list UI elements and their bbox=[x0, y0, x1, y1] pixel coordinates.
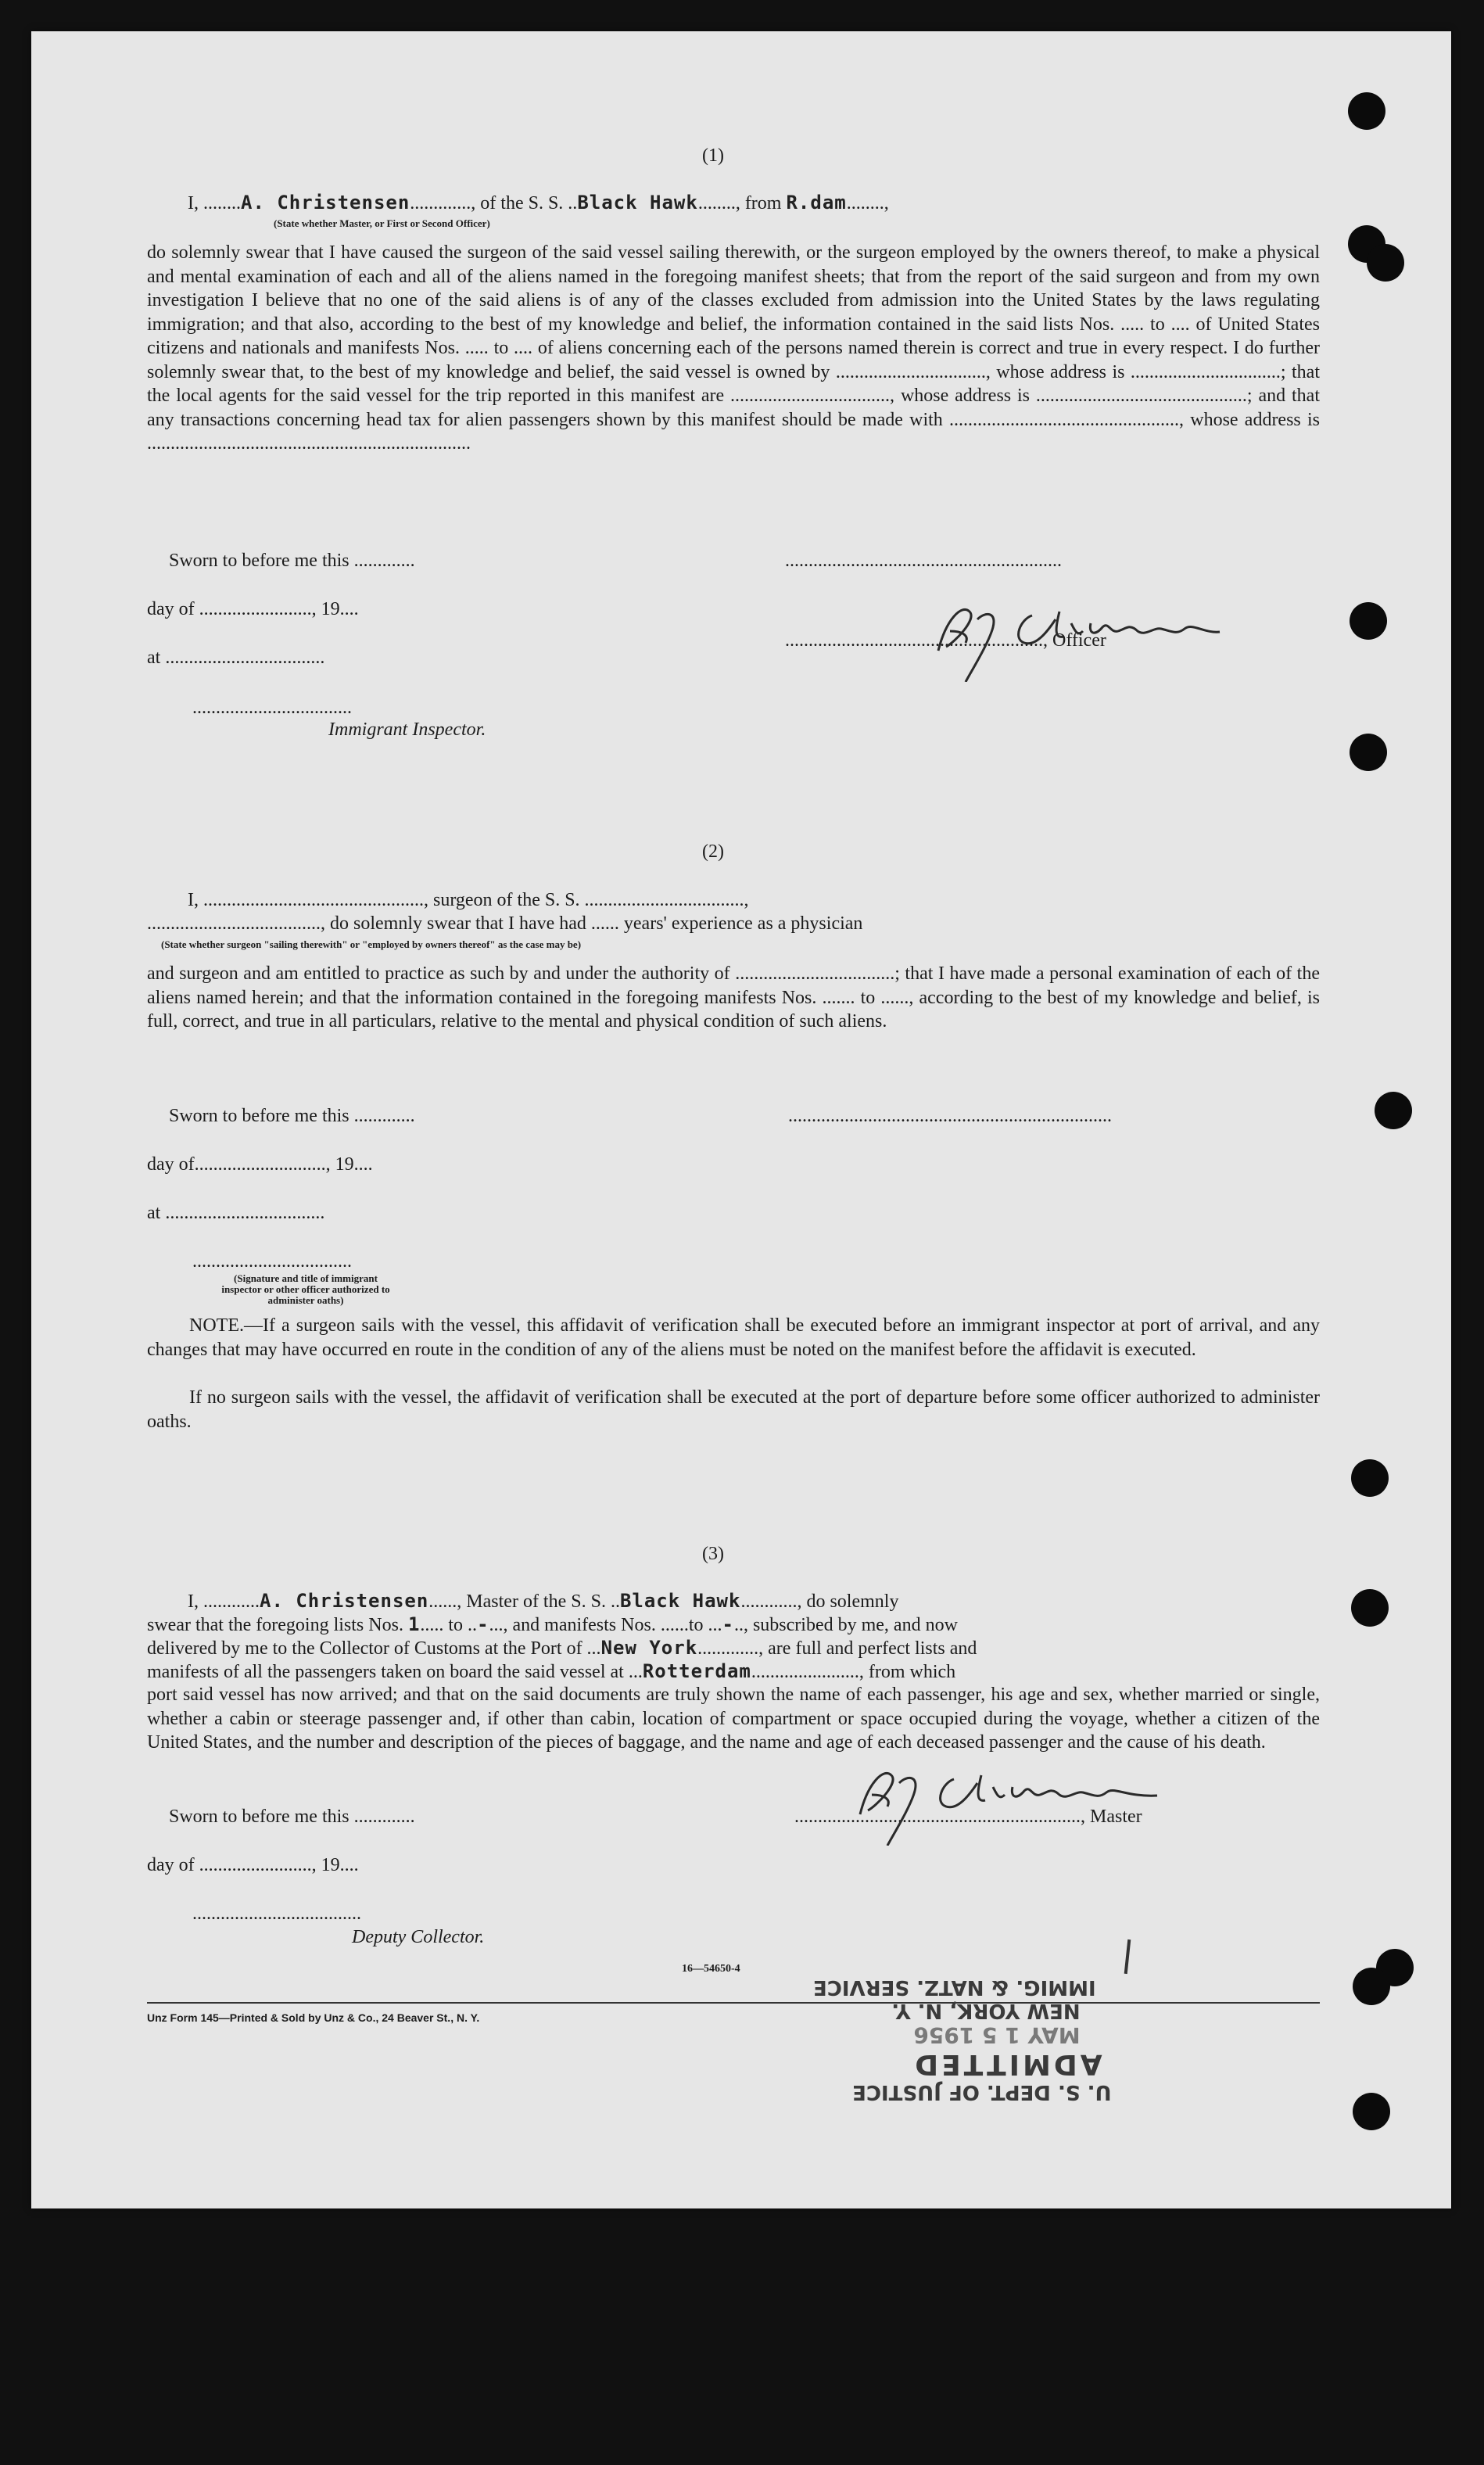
note-paragraph-2: If no surgeon sails with the vessel, the affidavit of verification shall be executed at the port of departure before some officer authorized to administer oaths. bbox=[147, 1387, 1320, 1432]
stamp-date: MAY 1 5 1956 bbox=[913, 2022, 1081, 2048]
surgeon-signature-dots: ..................................................................... bbox=[788, 1106, 1112, 1126]
printer-credit: Unz Form 145—Printed & Sold by Unz & Co., 24 Beaver St., N. Y. bbox=[147, 2011, 480, 2024]
field-caption: (State whether Master, or First or Second Officer) bbox=[274, 217, 490, 229]
inspector-label: Immigrant Inspector. bbox=[328, 719, 486, 740]
collector-label: Deputy Collector. bbox=[352, 1927, 485, 1947]
at-line: at .................................. bbox=[147, 1203, 325, 1223]
day-of-line: day of ........................, 19.... bbox=[147, 1855, 359, 1875]
manifest-to: - bbox=[722, 1613, 734, 1635]
stamp-line: ADMITTED bbox=[912, 2048, 1102, 2080]
document-page bbox=[31, 31, 1451, 2208]
punch-hole bbox=[1350, 734, 1387, 771]
admission-stamp bbox=[813, 1975, 1112, 2104]
section-number: (1) bbox=[702, 145, 724, 166]
punch-hole bbox=[1350, 602, 1387, 640]
collector-dots: .................................... bbox=[192, 1903, 361, 1924]
punch-hole bbox=[1367, 244, 1404, 282]
from-port: R.dam bbox=[786, 192, 847, 213]
arrival-port: New York bbox=[600, 1637, 698, 1659]
master-oath-line-1: I, ............A. Christensen......, Master of the S. S. ..Black Hawk............, do solemnly bbox=[188, 1590, 899, 1612]
list-to: - bbox=[477, 1613, 489, 1635]
surgeon-line-2: ....................................., do solemnly swear that I have had ...... years' experience as a physician bbox=[147, 913, 863, 934]
master-oath-line-2: swear that the foregoing lists Nos. 1..... to ..-..., and manifests Nos. ......to ...-.., subscribed by me, and now bbox=[147, 1613, 958, 1635]
list-from: 1 bbox=[407, 1613, 421, 1635]
officer-signature bbox=[923, 588, 1251, 682]
handwritten-mark bbox=[1124, 1939, 1131, 1974]
section-number: (2) bbox=[702, 841, 724, 862]
master-signature bbox=[844, 1752, 1188, 1846]
sworn-line: Sworn to before me this ............. bbox=[169, 551, 415, 571]
section-number: (3) bbox=[702, 1544, 724, 1564]
punch-hole bbox=[1353, 2093, 1390, 2130]
day-of-line: day of ........................, 19.... bbox=[147, 599, 359, 619]
stamp-line: U. S. DEPT. OF JUSTICE bbox=[852, 2080, 1112, 2104]
master-oath-line-3: delivered by me to the Collector of Customs at the Port of ...New York............., are full and perfect lists and bbox=[147, 1637, 977, 1659]
inspector-dots: .................................. bbox=[192, 698, 352, 718]
officer-dots: ........................................................... bbox=[785, 551, 1062, 571]
master-oath-paragraph: port said vessel has now arrived; and that on the said documents are truly shown the name of each passenger, his age and sex, whether married or single, whether a cabin or steerage passenger and, if other than cabin, location of compartment or space occupied during the voyage, whether a citizen of the United States, and the number and description of the pieces of baggage, and the name and age of each deceased passenger and the cause of his death. bbox=[147, 1685, 1320, 1753]
punch-hole bbox=[1348, 92, 1385, 130]
day-of-line: day of............................, 19.... bbox=[147, 1154, 373, 1175]
footer-rule bbox=[147, 2002, 1320, 2004]
sworn-line: Sworn to before me this ............. bbox=[169, 1106, 415, 1126]
oath-paragraph: do solemnly swear that I have caused the surgeon of the said vessel sailing therewith, or the surgeon employed by the owners thereof, to make a physical and mental examination of each and all of the aliens named in the foregoing manifest sheets; that from the report of the said surgeon and from my own investigation I believe that no one of the said aliens is of any of the classes excluded from admission into the United States by the laws regulating immigration; and that also, according to the best of my knowledge and belief, the information contained in the said lists Nos. ..... to .... of United States citizens and nationals and manifests Nos. ..... to .... of aliens concerning each of the persons named therein is correct and true in every respect. I do further solemnly swear that, to the best of my knowledge and belief, the said vessel is owned by ................................, whose address is ................................; that the local agents for the said vessel for the trip reported in this manifest are .................................., whose address is .............................................; and that any transactions concerning head tax for alien passengers shown by this manifest should be made with ................................................., whose address is ..................................................................... bbox=[147, 242, 1320, 454]
field-caption: (State whether surgeon "sailing therewith" or "employed by owners thereof" as the case may be) bbox=[161, 938, 582, 950]
master-statement-line: I, ........A. Christensen............., of the S. S. ..Black Hawk........, from R.dam........, bbox=[188, 192, 889, 213]
ship-name: Black Hawk bbox=[577, 192, 698, 213]
punch-hole bbox=[1351, 1459, 1389, 1497]
note-paragraph: NOTE.—If a surgeon sails with the vessel, this affidavit of verification shall be executed before an immigrant inspector at port of arrival, and any changes that may have occurred en route in the condition of any of the aliens must be noted on the manifest before the affidavit is executed. bbox=[147, 1315, 1320, 1360]
ship-name: Black Hawk bbox=[619, 1590, 741, 1612]
stamp-line: NEW YORK, N. Y. bbox=[891, 1999, 1081, 2022]
inspector-dots: .................................. bbox=[192, 1251, 352, 1272]
officer-line: ......................................................., Officer bbox=[785, 630, 1106, 651]
master-name: A. Christensen bbox=[241, 192, 410, 213]
master-oath-line-4: manifests of all the passengers taken on board the said vessel at ...Rotterdam......................., from which bbox=[147, 1660, 956, 1682]
punch-hole bbox=[1351, 1589, 1389, 1627]
inspector-caption: (Signature and title of immigrant inspector or other officer authorized to administer oaths) bbox=[221, 1272, 390, 1306]
surgeon-paragraph: and surgeon and am entitled to practice as such by and under the authority of ..................................; that I have made a personal examination of each of the aliens named herein; and that the information contained in the foregoing manifests Nos. ....... to ......, according to the best of my knowledge and belief, is full, correct, and true in all particulars, relative to the mental and physical condition of such aliens. bbox=[147, 963, 1320, 1032]
punch-hole bbox=[1353, 1968, 1390, 2005]
form-number: 16—54650-4 bbox=[682, 1963, 740, 1975]
master-line: ............................................................., Master bbox=[794, 1807, 1142, 1827]
stamp-line: IMMIG. & NATZ. SERVICE bbox=[813, 1975, 1096, 1999]
sworn-line: Sworn to before me this ............. bbox=[169, 1807, 415, 1827]
departure-port: Rotterdam bbox=[642, 1660, 751, 1682]
master-name: A. Christensen bbox=[260, 1590, 429, 1612]
surgeon-line-1: I, ..............................................., surgeon of the S. S. .................................., bbox=[188, 890, 749, 910]
punch-hole bbox=[1375, 1092, 1412, 1129]
at-line: at .................................. bbox=[147, 648, 325, 668]
